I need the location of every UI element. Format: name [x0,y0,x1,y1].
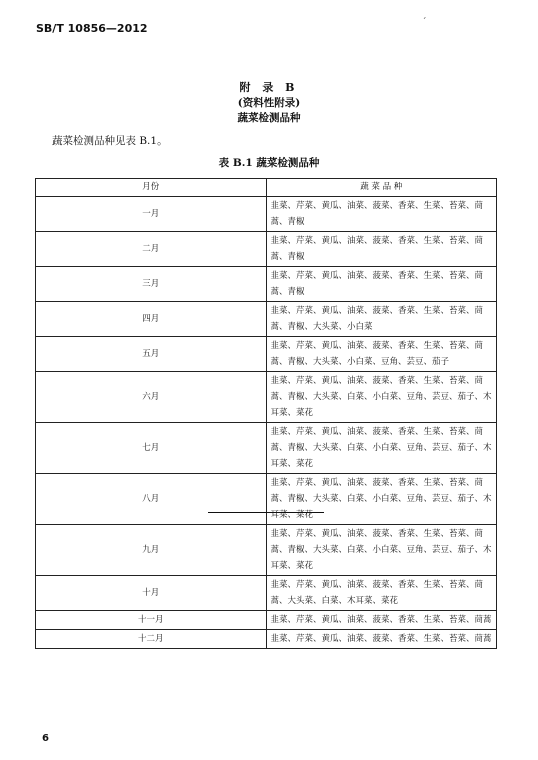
month-cell: 七月 [36,423,267,474]
standard-code: SB/T 10856—2012 [36,22,148,35]
varieties-cell: 韭菜、芹菜、黄瓜、油菜、菠菜、香菜、生菜、苔菜、茼蒿、青椒、大头菜、小白菜、豆角、芸豆、茄子 [266,337,497,372]
table-row [36,525,497,576]
month-cell: 九月 [36,525,267,576]
month-cell: 四月 [36,302,267,337]
page-number: 6 [42,733,49,744]
month-cell: 六月 [36,372,267,423]
month-cell: 二月 [36,232,267,267]
varieties-cell: 韭菜、芹菜、黄瓜、油菜、菠菜、香菜、生菜、苔菜、茼蒿、青椒、大头菜、白菜、小白菜、豆角、芸豆、茄子、木耳菜、菜花 [266,372,497,423]
header-month: 月份 [36,179,267,197]
month-cell: 五月 [36,337,267,372]
table-row [36,630,497,649]
vegetable-table [35,178,497,649]
varieties-cell: 韭菜、芹菜、黄瓜、油菜、菠菜、香菜、生菜、苔菜、茼蒿、青椒 [266,197,497,232]
appendix-title: 附 录 B [239,81,299,94]
table-row [36,302,497,337]
table-row [36,423,497,474]
table-row [36,197,497,232]
table-row [36,372,497,423]
varieties-cell: 韭菜、芹菜、黄瓜、油菜、菠菜、香菜、生菜、苔菜、茼蒿、青椒、大头菜、白菜、小白菜、豆角、芸豆、茄子、木耳菜、菜花 [266,525,497,576]
month-cell: 十一月 [36,611,267,630]
table-caption: 表 B.1 蔬菜检测品种 [218,157,320,169]
table-body [36,197,497,649]
header-varieties: 蔬 菜 品 种 [266,179,497,197]
varieties-cell: 韭菜、芹菜、黄瓜、油菜、菠菜、香菜、生菜、苔菜、茼蒿、青椒、大头菜、小白菜 [266,302,497,337]
varieties-cell: 韭菜、芹菜、黄瓜、油菜、菠菜、香菜、生菜、苔菜、茼蒿、青椒、大头菜、白菜、小白菜、豆角、芸豆、茄子、木耳菜、菜花 [266,474,497,525]
table-row [36,474,497,525]
table-row [36,576,497,611]
table-row [36,337,497,372]
appendix-nature: (资料性附录) [237,97,301,109]
varieties-cell: 韭菜、芹菜、黄瓜、油菜、菠菜、香菜、生菜、苔菜、茼蒿、青椒 [266,267,497,302]
varieties-cell: 韭菜、芹菜、黄瓜、油菜、菠菜、香菜、生菜、苔菜、茼蒿、青椒、大头菜、白菜、小白菜、豆角、芸豆、茄子、木耳菜、菜花 [266,423,497,474]
month-cell: 一月 [36,197,267,232]
end-line [208,512,324,513]
intro-text: 蔬菜检测品种见表 B.1。 [52,135,168,147]
scan-mark: ˊ [422,18,427,28]
varieties-cell: 韭菜、芹菜、黄瓜、油菜、菠菜、香菜、生菜、苔菜、茼蒿、青椒 [266,232,497,267]
month-cell: 三月 [36,267,267,302]
month-cell: 十二月 [36,630,267,649]
month-cell: 八月 [36,474,267,525]
table-row [36,611,497,630]
varieties-cell: 韭菜、芹菜、黄瓜、油菜、菠菜、香菜、生菜、苔菜、茼蒿 [266,611,497,630]
varieties-cell: 韭菜、芹菜、黄瓜、油菜、菠菜、香菜、生菜、苔菜、茼蒿 [266,630,497,649]
varieties-cell: 韭菜、芹菜、黄瓜、油菜、菠菜、香菜、生菜、苔菜、茼蒿、大头菜、白菜、木耳菜、菜花 [266,576,497,611]
month-cell: 十月 [36,576,267,611]
table-row [36,232,497,267]
table-row [36,267,497,302]
appendix-name: 蔬菜检测品种 [237,112,301,124]
table-header-row [36,179,497,197]
